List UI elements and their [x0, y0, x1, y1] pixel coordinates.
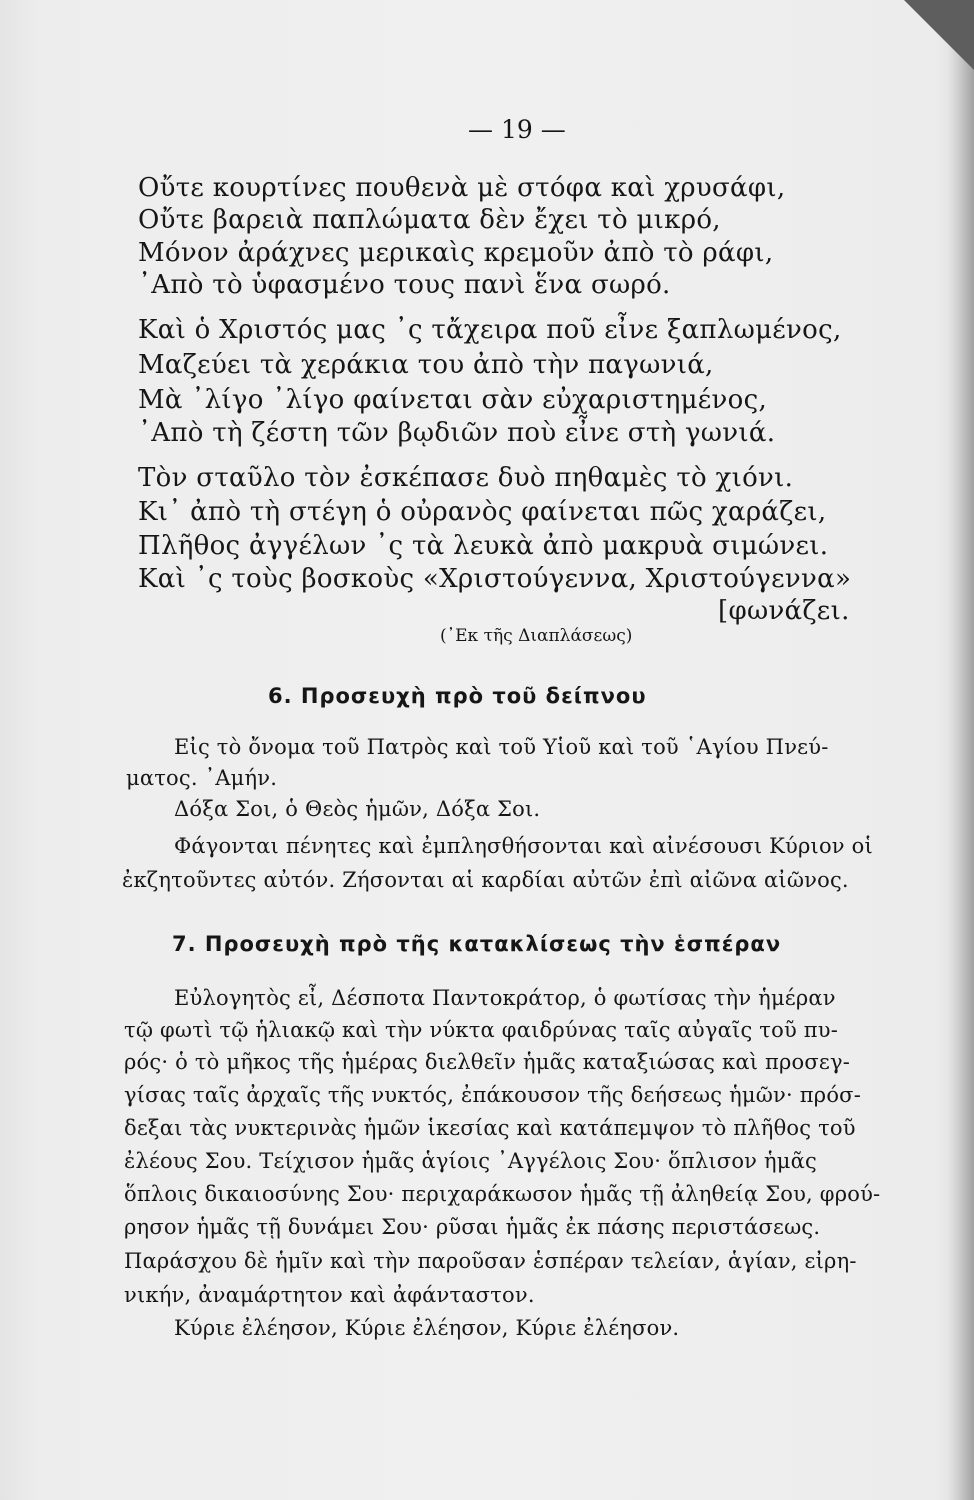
- poem-line: ᾿Απὸ τὴ ζέστη τῶν βῳδιῶν ποὺ εἶνε στὴ γωνιά.: [138, 418, 776, 448]
- page-corner: [904, 0, 974, 70]
- poem-line-continuation: [φωνάζει.: [718, 596, 850, 626]
- poem-line: Μόνον ἀράχνες μερικαὶς κρεμοῦν ἀπὸ τὸ ράφι,: [138, 238, 774, 268]
- page-number: — 19 —: [468, 115, 566, 144]
- section-7-line: νικήν, ἀναμάρτητον καὶ ἀφάνταστον.: [124, 1283, 535, 1307]
- poem-line: Πλῆθος ἀγγέλων ᾽ς τὰ λευκὰ ἀπὸ μακρυὰ σιμώνει.: [138, 531, 829, 561]
- section-6-line: ματος. ᾿Αμήν.: [126, 766, 278, 790]
- poem-line: Τὸν σταῦλο τὸν ἐσκέπασε δυὸ πηθαμὲς τὸ χιόνι.: [138, 463, 794, 493]
- section-7-line: Παράσχου δὲ ἡμῖν καὶ τὴν παροῦσαν ἑσπέραν τελείαν, ἁγίαν, εἰρη-: [124, 1249, 857, 1273]
- section-6-line: Εἰς τὸ ὄνομα τοῦ Πατρὸς καὶ τοῦ Υἱοῦ καὶ τοῦ ῾Αγίου Πνεύ-: [174, 735, 829, 759]
- section-7-line: τῷ φωτὶ τῷ ἡλιακῷ καὶ τὴν νύκτα φαιδρύνας ταῖς αὐγαῖς τοῦ πυ-: [124, 1018, 839, 1042]
- poem-source: (᾿Εκ τῆς Διαπλάσεως): [440, 626, 633, 646]
- section-7-line: ὅπλοις δικαιοσύνης Σου· περιχαράκωσον ἡμᾶς τῇ ἀληθείᾳ Σου, φρού-: [124, 1182, 881, 1206]
- section-7-line: Εὐλογητὸς εἶ, Δέσποτα Παντοκράτορ, ὁ φωτίσας τὴν ἡμέραν: [174, 986, 836, 1010]
- poem-line: Κι᾽ ἀπὸ τὴ στέγη ὁ οὐρανὸς φαίνεται πῶς χαράζει,: [138, 497, 827, 527]
- poem-line: Μὰ ᾽λίγο ᾽λίγο φαίνεται σὰν εὐχαριστημένος,: [138, 385, 768, 415]
- section-7-line: ρός· ὁ τὸ μῆκος τῆς ἡμέρας διελθεῖν ἡμᾶς καταξιώσας καὶ προσεγ-: [124, 1050, 851, 1074]
- section-7-line: ρησον ἡμᾶς τῇ δυνάμει Σου· ρῦσαι ἡμᾶς ἐκ πάσης περιστάσεως.: [124, 1215, 821, 1239]
- section-6-line: ἐκζητοῦντες αὐτόν. Ζήσονται αἱ καρδίαι αὐτῶν ἐπὶ αἰῶνα αἰῶνος.: [122, 868, 849, 892]
- poem-line: Οὔτε βαρειὰ παπλώματα δὲν ἔχει τὸ μικρό,: [138, 205, 721, 235]
- poem-line: ᾿Απὸ τὸ ὑφασμένο τους πανὶ ἕνα σωρό.: [138, 270, 671, 300]
- section-6-heading: 6. Προσευχὴ πρὸ τοῦ δείπνου: [268, 684, 647, 708]
- page-edge-shadow: [948, 0, 974, 1500]
- section-7-line: Κύριε ἐλέησον, Κύριε ἐλέησον, Κύριε ἐλέησον.: [174, 1316, 680, 1340]
- poem-line: Οὔτε κουρτίνες πουθενὰ μὲ στόφα καὶ χρυσάφι,: [138, 173, 786, 203]
- poem-line: Καὶ ὁ Χριστός μας ᾽ς τἄχειρα ποῦ εἶνε ξαπλωμένος,: [138, 315, 842, 345]
- section-7-heading: 7. Προσευχὴ πρὸ τῆς κατακλίσεως τὴν ἑσπέραν: [172, 932, 782, 956]
- poem-line: Μαζεύει τὰ χεράκια του ἀπὸ τὴν παγωνιά,: [138, 350, 714, 380]
- section-7-line: ἐλέους Σου. Τείχισον ἡμᾶς ἁγίοις ᾿Αγγέλοις Σου· ὅπλισον ἡμᾶς: [124, 1149, 817, 1173]
- section-7-line: γίσας ταῖς ἀρχαῖς τῆς νυκτός, ἐπάκουσον τῆς δεήσεως ἡμῶν· πρόσ-: [124, 1083, 861, 1107]
- section-7-line: δεξαι τὰς νυκτερινὰς ἡμῶν ἱκεσίας καὶ κατάπεμψον τὸ πλῆθος τοῦ: [124, 1116, 856, 1140]
- section-6-line: Φάγονται πένητες καὶ ἐμπλησθήσονται καὶ αἰνέσουσι Κύριον οἱ: [174, 834, 873, 858]
- section-6-line: Δόξα Σοι, ὁ Θεὸς ἡμῶν, Δόξα Σοι.: [174, 797, 541, 821]
- poem-line: Καὶ ᾽ς τοὺς βοσκοὺς «Χριστούγεννα, Χριστούγεννα»: [138, 564, 852, 594]
